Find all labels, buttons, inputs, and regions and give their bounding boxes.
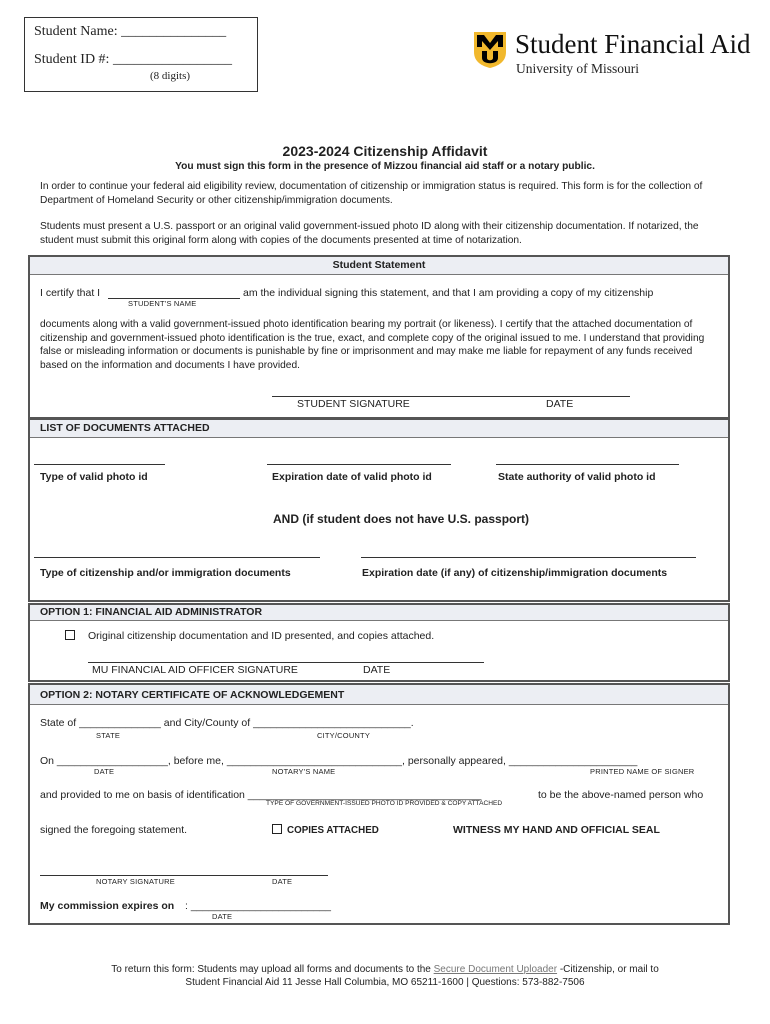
intro-paragraph-1: In order to continue your federal aid eligibility review, documentation of citizenship or immigration status is required. This form is for the collection of Department of Homeland Security or other citizenship/immigration documents. [40,181,703,206]
form-title: 2023-2024 Citizenship Affidavit [282,143,488,159]
student-id-field[interactable]: Student ID #: _________________ [34,52,232,67]
photo-state-line[interactable] [496,464,679,465]
footer-prefix: To return this form: Students may upload all forms and documents to the [111,964,431,975]
footer-line-2: Student Financial Aid 11 Jesse Hall Columbia, MO 65211-1600 | Questions: 573-882-7506 [185,977,585,988]
commission-label: My commission expires on [40,900,175,912]
statement-body: documents along with a valid government-issued photo identification bearing my portrait (or likeness). I certify that the attached documentation of citizenship and government-issued photo identification is the true, exact, and complete copy of the original issued to me. I understand that providing false or misleading information or documents is punishable by fine or imprisonment and may make me liable for repayment of any funds received based on the information and documents I have provided. [40,319,705,371]
photo-type-label: Type of valid photo id [40,471,148,483]
notary-name-caption: NOTARY'S NAME [272,767,336,776]
state-city-line[interactable]: State of ______________ and City/County of ___________________________. [40,717,414,729]
certify-prefix: I certify that I [40,287,101,299]
option1-checkbox[interactable] [65,630,75,640]
certify-suffix: am the individual signing this statement, and that I am providing a copy of my citizenship [243,287,654,299]
form-subtitle: You must sign this form in the presence of Mizzou financial aid staff or a notary public. [175,161,595,172]
student-signature-line[interactable] [272,396,630,397]
option1-checkbox-label: Original citizenship documentation and ID presented, and copies attached. [88,630,435,642]
identification-suffix: to be the above-named person who [538,789,704,801]
photo-exp-line[interactable] [267,464,451,465]
citizenship-exp-label: Expiration date (if any) of citizenship/immigration documents [362,567,668,579]
intro-paragraph-2: Students must present a U.S. passport or an original valid government-issued photo ID along with their citizenship documentation. If notarized, the student must submit this original form along with copies of the documents presented at time of notarization. [40,221,699,246]
signed-statement-text: signed the foregoing statement. [40,824,188,836]
citizenship-exp-line[interactable] [361,557,696,558]
appearance-line[interactable]: On ___________________, before me, ______________________________, personally appeared, ______________________ [40,755,638,767]
city-caption: CITY/COUNTY [317,731,371,740]
copies-attached-checkbox[interactable] [272,824,282,834]
signer-caption: PRINTED NAME OF SIGNER [590,767,695,776]
on-date-caption: DATE [94,767,115,776]
photo-type-line[interactable] [34,464,165,465]
student-signature-caption: STUDENT SIGNATURE [297,398,410,410]
student-id-hint: (8 digits) [150,70,191,82]
notary-date-caption: DATE [272,877,293,886]
notary-signature-line[interactable] [40,875,328,876]
officer-date-caption: DATE [363,664,391,676]
identification-line[interactable]: and provided to me on basis of identification ________________________________________ [40,789,482,801]
notary-signature-caption: NOTARY SIGNATURE [96,877,175,886]
student-statement-heading: Student Statement [332,259,426,271]
photo-state-label: State authority of valid photo id [498,471,656,483]
student-name-field[interactable]: Student Name: _______________ [34,24,227,39]
secure-uploader-link[interactable]: Secure Document Uploader [433,964,558,975]
identification-caption: TYPE OF GOVERNMENT-ISSUED PHOTO ID PROVIDED & COPY ATTACHED [266,800,503,807]
citizenship-type-line[interactable] [34,557,320,558]
footer-line-1 [0,964,770,975]
option1-heading: OPTION 1: FINANCIAL AID ADMINISTRATOR [40,606,263,618]
officer-signature-line[interactable] [88,662,484,663]
mizzou-logo-mark [474,32,506,68]
and-note: AND (if student does not have U.S. passport) [273,512,530,526]
logo-title: Student Financial Aid [515,29,751,59]
commission-date-caption: DATE [212,912,233,921]
commission-date-field[interactable]: : ________________________ [185,900,331,912]
photo-exp-label: Expiration date of valid photo id [272,471,432,483]
logo-subtitle: University of Missouri [516,61,639,76]
state-caption: STATE [96,731,121,740]
witness-text: WITNESS MY HAND AND OFFICIAL SEAL [453,824,660,836]
footer-suffix: -Citizenship, or mail to [559,964,659,975]
officer-signature-caption: MU FINANCIAL AID OFFICER SIGNATURE [92,664,298,676]
citizenship-type-label: Type of citizenship and/or immigration documents [40,567,291,579]
student-name-caption: STUDENT'S NAME [128,299,197,308]
option2-heading: OPTION 2: NOTARY CERTIFICATE OF ACKNOWLEDGEMENT [40,689,345,701]
student-date-caption: DATE [546,398,574,410]
documents-heading: LIST OF DOCUMENTS ATTACHED [40,422,210,434]
copies-attached-label: COPIES ATTACHED [287,825,379,836]
